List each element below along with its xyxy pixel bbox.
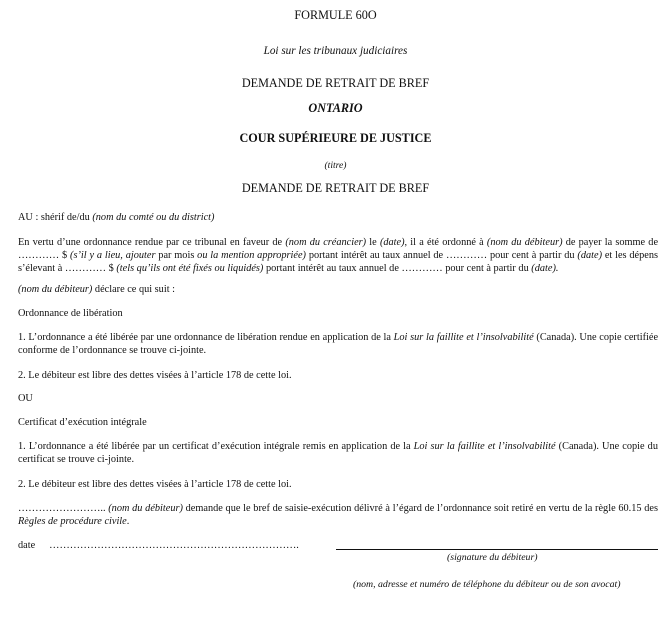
- date-placeholder: (date): [379, 237, 405, 248]
- certificate-item-2: 2. Le débiteur est libre des dettes visées à l’article 178 de cette loi.: [18, 479, 292, 490]
- item-text: 1. L’ordonnance a été libérée par un certificat d’exécution intégrale remis en application de la: [18, 441, 414, 452]
- instruction-placeholder: (s’il y a lieu, ajouter: [70, 250, 156, 261]
- rules-name: Règles de procédure civile: [18, 516, 127, 527]
- debtor-placeholder: (nom du débiteur): [486, 237, 563, 248]
- certificate-heading: Certificat d’exécution intégrale: [18, 417, 147, 428]
- intro-text: par mois: [155, 250, 198, 261]
- intro-text: et les dépens s’élevant à ………… $: [18, 250, 658, 274]
- intro-text: , il a été ordonné à: [404, 237, 487, 248]
- discharge-heading: Ordonnance de libération: [18, 308, 123, 319]
- intro-text: En vertu d’une ordonnance rendue par ce tribunal en faveur de: [18, 237, 286, 248]
- discharge-item-1: [18, 331, 658, 357]
- addressee-prefix: AU : shérif de/du: [18, 212, 93, 223]
- discharge-item-2: 2. Le débiteur est libre des dettes visées à l’article 178 de cette loi.: [18, 370, 292, 381]
- intro-text: portant intérêt au taux annuel de ………… pour cent à partir du: [263, 263, 532, 274]
- or-label: OU: [18, 393, 33, 404]
- intro-paragraph: [18, 236, 658, 275]
- item-text: 1. L’ordonnance a été libérée par une ordonnance de libération rendue en application de la: [18, 332, 394, 343]
- date-blank: ……………………………………………………………….: [49, 540, 299, 551]
- date-line: [18, 539, 299, 552]
- item-text: (Canada). Une copie certifiée conforme de l’ordonnance se trouve ci-jointe.: [18, 332, 659, 356]
- item-text: (Canada). Une copie du certificat se trouve ci-jointe.: [18, 441, 658, 465]
- declaration-text: déclare ce qui suit :: [92, 284, 175, 295]
- form-number: FORMULE 60O: [294, 8, 377, 22]
- intro-text: le: [366, 237, 380, 248]
- request-paragraph: [18, 502, 658, 528]
- date-placeholder: (date).: [531, 263, 559, 274]
- debtor-placeholder: (nom du débiteur): [105, 503, 183, 514]
- intro-text: de payer la somme de ………… $: [18, 237, 659, 261]
- statute-name: Loi sur les tribunaux judiciaires: [263, 45, 408, 57]
- title-placeholder: (titre): [324, 160, 347, 171]
- date-placeholder: (date): [577, 250, 602, 261]
- request-text: .: [126, 516, 130, 527]
- signature-line: [336, 549, 658, 550]
- form-title-repeat: DEMANDE DE RETRAIT DE BREF: [241, 181, 430, 195]
- law-name: Loi sur la faillite et l’insolvabilité: [393, 332, 534, 343]
- certificate-item-1: [18, 440, 658, 466]
- request-text: demande que le bref de saisie-exécution délivré à l’égard de l’ordonnance soit retiré en vertu de la règle 60.15 des: [182, 503, 658, 514]
- costs-placeholder: (tels qu’ils ont été fixés ou liquidés): [116, 263, 264, 274]
- intro-text: portant intérêt au taux annuel de ………… pour cent à partir du: [305, 250, 578, 261]
- province-heading: ONTARIO: [308, 101, 363, 115]
- declaration-line: [18, 283, 175, 296]
- date-label: date: [18, 540, 36, 551]
- court-heading: COUR SUPÉRIEURE DE JUSTICE: [239, 131, 432, 145]
- form-title: DEMANDE DE RETRAIT DE BREF: [241, 76, 430, 90]
- creditor-placeholder: (nom du créancier): [285, 237, 367, 248]
- law-name: Loi sur la faillite et l’insolvabilité: [413, 441, 556, 452]
- blank-dots: ……………………..: [18, 503, 106, 514]
- addressee-line: [18, 211, 214, 224]
- debtor-placeholder: (nom du débiteur): [18, 284, 93, 295]
- county-placeholder: (nom du comté ou du district): [92, 212, 215, 223]
- contact-caption: (nom, adresse et numéro de téléphone du débiteur ou de son avocat): [353, 579, 621, 590]
- signature-caption: (signature du débiteur): [447, 552, 538, 563]
- instruction-placeholder: ou la mention appropriée): [197, 250, 306, 261]
